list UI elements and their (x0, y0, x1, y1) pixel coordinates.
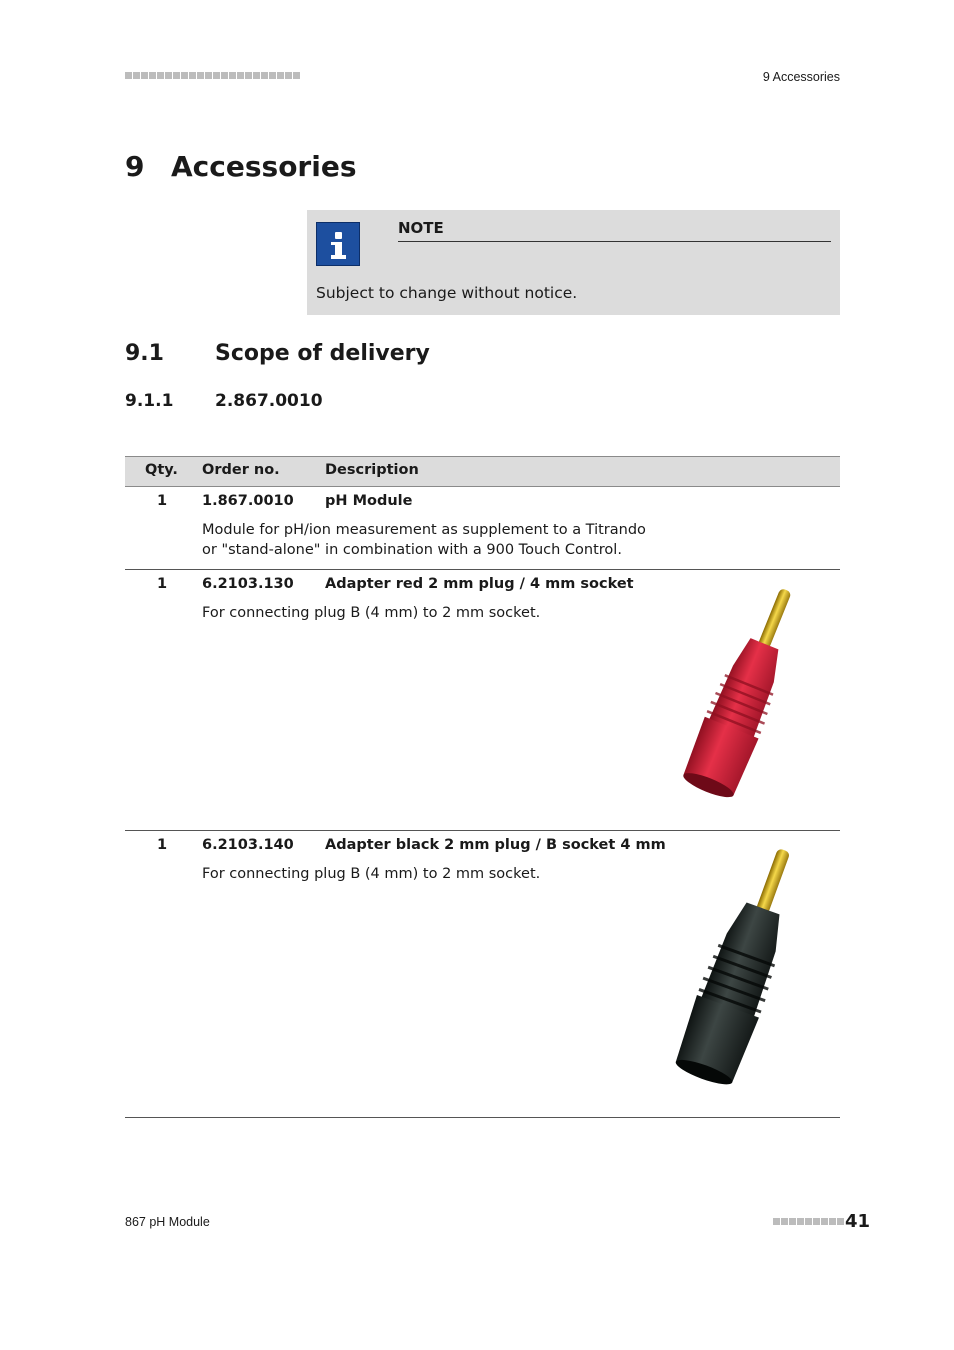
decoration-square (197, 72, 204, 79)
row-order-no: 1.867.0010 (202, 493, 294, 509)
table-header (125, 456, 840, 487)
header-order-no: Order no. (202, 462, 280, 478)
decoration-square (773, 1218, 780, 1225)
section-title: Scope of delivery (215, 341, 430, 366)
chapter-number: 9 (125, 150, 145, 183)
note-title: NOTE (398, 219, 831, 242)
chapter-heading (125, 150, 357, 183)
red-adapter-image (660, 582, 830, 802)
chapter-title: Accessories (171, 150, 357, 183)
row-order-no: 6.2103.140 (202, 837, 294, 853)
row-description: For connecting plug B (4 mm) to 2 mm socket. (202, 605, 541, 621)
decoration-square (189, 72, 196, 79)
decoration-square (797, 1218, 804, 1225)
subsection-title: 2.867.0010 (215, 391, 323, 411)
table-row (125, 487, 840, 570)
decoration-square (781, 1218, 788, 1225)
subsection-number: 9.1.1 (125, 391, 174, 411)
decoration-square (149, 72, 156, 79)
table-row (125, 831, 840, 1118)
row-item-name: Adapter red 2 mm plug / 4 mm socket (325, 576, 634, 592)
decoration-square (253, 72, 260, 79)
page-number: 41 (845, 1211, 871, 1232)
decoration-square (285, 72, 292, 79)
running-header-section: 9 Accessories (762, 70, 840, 84)
header-qty: Qty. (145, 462, 178, 478)
header-description: Description (325, 462, 419, 478)
decoration-square (789, 1218, 796, 1225)
decoration-square (173, 72, 180, 79)
section-number: 9.1 (125, 341, 164, 366)
row-order-no: 6.2103.130 (202, 576, 294, 592)
decoration-square (165, 72, 172, 79)
scope-of-delivery-table (125, 456, 840, 1118)
decoration-square (213, 72, 220, 79)
decoration-square (813, 1218, 820, 1225)
decoration-square (261, 72, 268, 79)
decoration-square (829, 1218, 836, 1225)
note-box (307, 210, 840, 315)
decoration-square (237, 72, 244, 79)
decoration-square (269, 72, 276, 79)
footer-product-name: 867 pH Module (125, 1215, 210, 1229)
row-qty: 1 (157, 576, 168, 592)
decoration-square (181, 72, 188, 79)
row-item-name: Adapter black 2 mm plug / B socket 4 mm (325, 837, 666, 853)
decoration-square (821, 1218, 828, 1225)
decoration-square (221, 72, 228, 79)
black-adapter-image (655, 843, 830, 1088)
info-icon (316, 222, 360, 266)
subsection-heading (125, 391, 323, 411)
decoration-square (205, 72, 212, 79)
decoration-square (837, 1218, 844, 1225)
decoration-square (133, 72, 140, 79)
decoration-square (125, 72, 132, 79)
table-row (125, 570, 840, 831)
decoration-square (141, 72, 148, 79)
decoration-square (229, 72, 236, 79)
row-qty: 1 (157, 493, 168, 509)
decoration-square (157, 72, 164, 79)
row-description: Module for pH/ion measurement as supplement to a Titrando or "stand-alone" in combination with a 900 Touch Control. (202, 522, 646, 558)
decoration-square (805, 1218, 812, 1225)
decoration-square (245, 72, 252, 79)
row-item-name: pH Module (325, 493, 413, 509)
row-qty: 1 (157, 837, 168, 853)
decoration-square (293, 72, 300, 79)
note-text: Subject to change without notice. (316, 284, 578, 302)
header-decoration (125, 72, 300, 79)
footer-decoration (773, 1218, 844, 1225)
decoration-square (277, 72, 284, 79)
row-description: For connecting plug B (4 mm) to 2 mm socket. (202, 866, 541, 882)
section-heading (125, 341, 430, 366)
